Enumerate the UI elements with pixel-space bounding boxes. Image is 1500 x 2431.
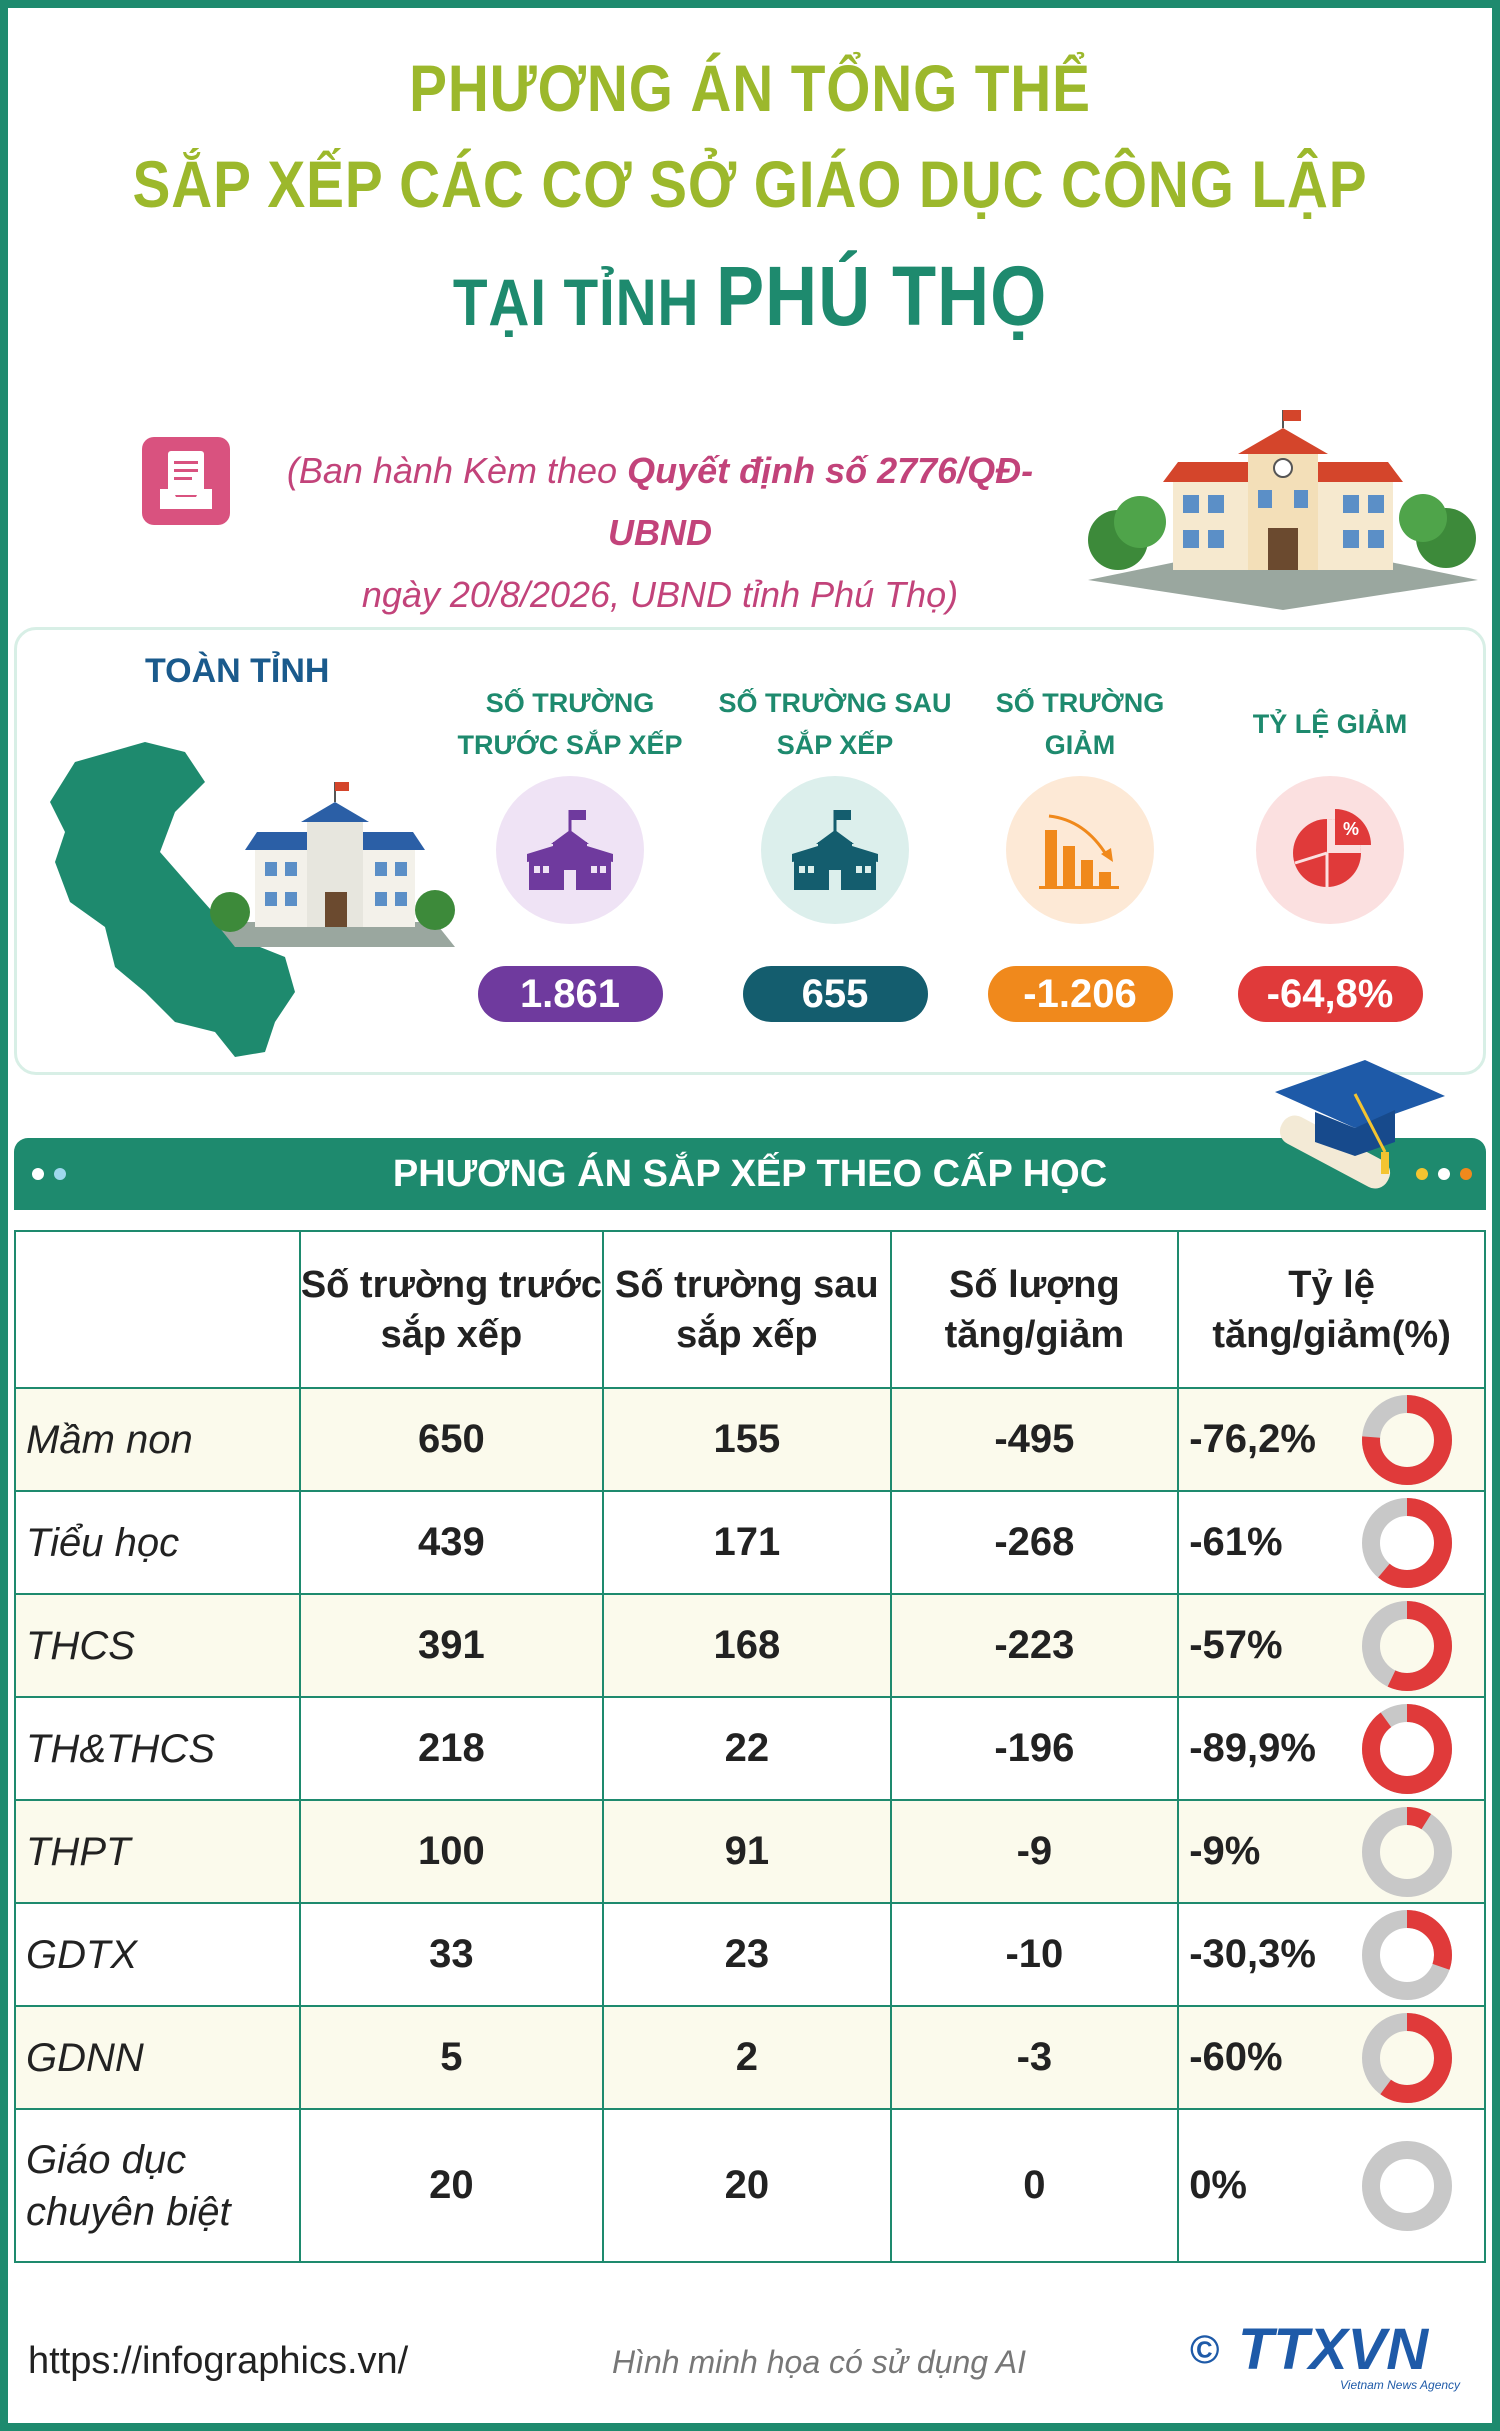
percent-pie-icon	[1256, 776, 1404, 924]
logo-mark: ©	[1190, 2328, 1220, 2372]
rate-value: -60%	[1189, 2035, 1283, 2079]
rate-cell	[1178, 2109, 1485, 2262]
before-count: 218	[300, 1697, 603, 1800]
before-count: 5	[300, 2006, 603, 2109]
column-header-change: Số lượng tăng/giảm	[891, 1231, 1179, 1388]
title-line-1: PHƯƠNG ÁN TỔNG THỂ	[409, 51, 1091, 125]
rate-donut	[1360, 1599, 1454, 1693]
education-level-table	[14, 1230, 1486, 2263]
before-count: 650	[300, 1388, 603, 1491]
change-count: -9	[891, 1800, 1179, 1903]
stat-value: 655	[743, 966, 928, 1022]
change-count: -223	[891, 1594, 1179, 1697]
rate-cell	[1178, 1800, 1485, 1903]
stat-label: SỐ TRƯỜNG GIẢM	[995, 688, 1165, 760]
level-name: Tiểu học	[15, 1491, 300, 1594]
title-line-2: SẮP XẾP CÁC CƠ SỞ GIÁO DỤC CÔNG LẬP	[132, 147, 1368, 221]
rate-donut	[1360, 1496, 1454, 1590]
stat-label: SỐ TRƯỜNG TRƯỚC SẮP XẾP	[457, 688, 683, 760]
source-decision: Quyết định số 2776/QĐ-UBND	[608, 450, 1034, 553]
before-count: 33	[300, 1903, 603, 2006]
rate-value: -57%	[1189, 1623, 1283, 1667]
stat-label: SỐ TRƯỜNG SAU SẮP XẾP	[718, 688, 952, 760]
table-row	[15, 2109, 1485, 2262]
table-row	[15, 1697, 1485, 1800]
rate-value: -76,2%	[1189, 1417, 1316, 1461]
level-name: Mầm non	[15, 1388, 300, 1491]
level-name: Giáo dục chuyên biệt	[15, 2109, 300, 2262]
after-count: 20	[603, 2109, 890, 2262]
ai-illustration-note: Hình minh họa có sử dụng AI	[612, 2344, 1026, 2380]
change-count: -10	[891, 1903, 1179, 2006]
rate-cell	[1178, 1903, 1485, 2006]
section-title: PHƯƠNG ÁN SẮP XẾP THEO CẤP HỌC	[392, 1153, 1108, 1195]
rate-donut	[1360, 1702, 1454, 1796]
before-count: 20	[300, 2109, 603, 2262]
after-count: 168	[603, 1594, 890, 1697]
title-place: PHÚ THỌ	[716, 249, 1048, 343]
before-count: 100	[300, 1800, 603, 1903]
graduation-cap-icon	[1255, 1052, 1455, 1202]
table-row	[15, 1594, 1485, 1697]
rate-value: -9%	[1189, 1829, 1261, 1873]
logo-subtitle: Vietnam News Agency	[1340, 2378, 1461, 2392]
table-row	[15, 2006, 1485, 2109]
document-icon	[142, 437, 230, 525]
after-count: 155	[603, 1388, 890, 1491]
rate-value: -89,9%	[1189, 1726, 1316, 1770]
rate-cell	[1178, 1491, 1485, 1594]
after-count: 2	[603, 2006, 890, 2109]
after-count: 22	[603, 1697, 890, 1800]
rate-donut	[1360, 2139, 1454, 2233]
rate-donut	[1360, 2011, 1454, 2105]
rate-donut	[1360, 1805, 1454, 1899]
stat-value: -64,8%	[1238, 966, 1423, 1022]
stat-value: -1.206	[988, 966, 1173, 1022]
source-note	[240, 440, 1080, 626]
source-date: ngày 20/8/2026, UBND tỉnh Phú Thọ)	[361, 574, 959, 615]
level-name: THCS	[15, 1594, 300, 1697]
school-icon	[761, 776, 909, 924]
rate-cell	[1178, 1388, 1485, 1491]
source-url-link[interactable]: https://infographics.vn/	[28, 2340, 409, 2382]
table-row	[15, 1903, 1485, 2006]
source-prefix: (Ban hành Kèm theo	[286, 450, 628, 491]
donut-track	[1371, 2150, 1443, 2222]
title-line-3	[105, 232, 1395, 366]
table-row	[15, 1388, 1485, 1491]
page-title	[0, 40, 1500, 366]
stat-value: 1.861	[478, 966, 663, 1022]
stat-before	[450, 682, 690, 1022]
table-row	[15, 1491, 1485, 1594]
decor-dot	[1460, 1168, 1472, 1180]
rate-cell	[1178, 2006, 1485, 2109]
after-count: 23	[603, 1903, 890, 2006]
after-count: 91	[603, 1800, 890, 1903]
logo-text: TTXVN	[1238, 2317, 1429, 2382]
change-count: -495	[891, 1388, 1179, 1491]
stat-rate	[1210, 682, 1450, 1022]
svg-text:%: %	[1342, 819, 1360, 839]
title-prefix: TẠI TỈNH	[452, 265, 700, 339]
column-header-rate: Tỷ lệ tăng/giảm(%)	[1178, 1231, 1485, 1388]
column-header-level	[15, 1231, 300, 1388]
after-count: 171	[603, 1491, 890, 1594]
change-count: -196	[891, 1697, 1179, 1800]
donut-track	[1371, 1816, 1443, 1888]
change-count: 0	[891, 2109, 1179, 2262]
change-count: -268	[891, 1491, 1179, 1594]
table-row	[15, 1800, 1485, 1903]
region-label: TOÀN TỈNH	[145, 652, 330, 690]
stat-decrease	[960, 682, 1200, 1022]
province-map	[35, 722, 455, 1062]
column-header-after: Số trường sau sắp xếp	[603, 1231, 890, 1388]
level-name: GDNN	[15, 2006, 300, 2109]
table-header-row	[15, 1231, 1485, 1388]
bar-decline-icon	[1006, 776, 1154, 924]
level-name: THPT	[15, 1800, 300, 1903]
before-count: 391	[300, 1594, 603, 1697]
rate-value: -61%	[1189, 1520, 1283, 1564]
level-name: TH&THCS	[15, 1697, 300, 1800]
rate-cell	[1178, 1594, 1485, 1697]
stat-label: TỶ LỆ GIẢM	[1252, 709, 1408, 739]
rate-value: -30,3%	[1189, 1932, 1316, 1976]
ttxvn-logo	[1190, 2315, 1480, 2395]
rate-donut	[1360, 1908, 1454, 2002]
rate-donut	[1360, 1393, 1454, 1487]
rate-value: 0%	[1189, 2163, 1247, 2207]
school-building-illustration	[1078, 410, 1488, 610]
stat-after	[715, 682, 955, 1022]
donut-fill	[1371, 1713, 1443, 1785]
school-icon	[496, 776, 644, 924]
level-name: GDTX	[15, 1903, 300, 2006]
column-header-before: Số trường trước sắp xếp	[300, 1231, 603, 1388]
before-count: 439	[300, 1491, 603, 1594]
rate-cell	[1178, 1697, 1485, 1800]
change-count: -3	[891, 2006, 1179, 2109]
